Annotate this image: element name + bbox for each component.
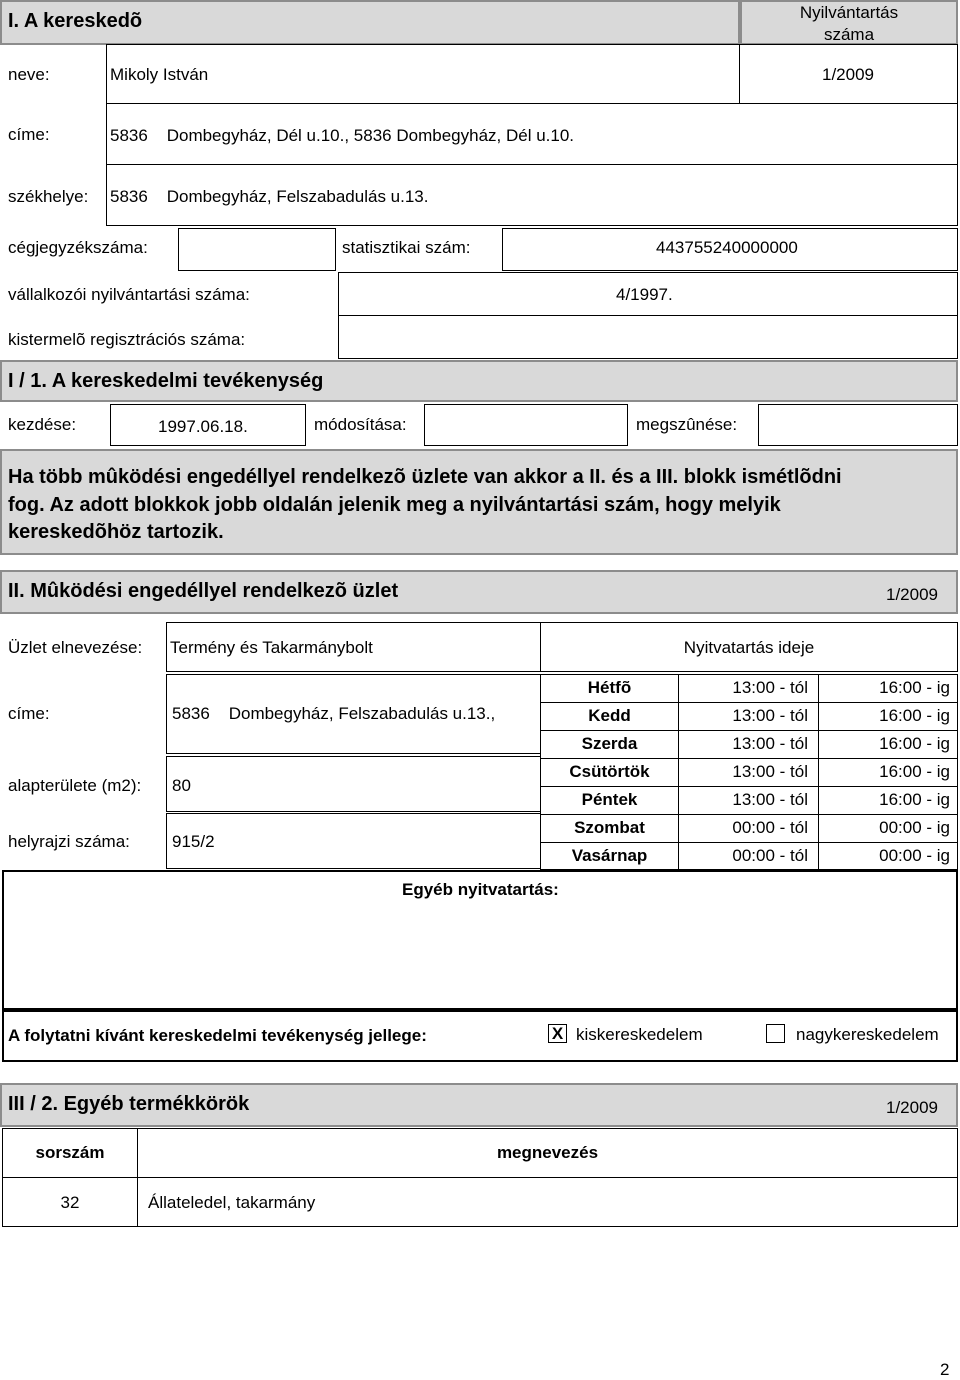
day-label: Péntek [581, 790, 638, 809]
area-value: 80 [172, 776, 191, 795]
hours-from: 13:00 - tól [732, 678, 808, 697]
other-hours-label: Egyéb nyitvatartás: [402, 880, 559, 899]
day-label: Vasárnap [571, 846, 648, 865]
modification-field[interactable] [424, 404, 628, 446]
address-label: címe: [8, 125, 50, 144]
area-label: alapterülete (m2): [8, 776, 142, 795]
modification-label: módosítása: [314, 415, 407, 434]
section-3-registry-number: 1/2009 [886, 1098, 938, 1117]
retail-label: kiskereskedelem [576, 1025, 703, 1044]
note-line-3: kereskedõhöz tartozik. [8, 521, 224, 543]
hours-from: 13:00 - tól [732, 734, 808, 753]
row-number: 32 [60, 1193, 80, 1212]
day-label: Szombat [574, 818, 645, 837]
shop-address-label: címe: [8, 704, 50, 723]
hours-to: 16:00 - ig [879, 790, 950, 809]
plot-field[interactable] [166, 813, 541, 869]
section-1-1-title: I / 1. A kereskedelmi tevékenység [8, 370, 324, 392]
column-header-number: sorszám [35, 1143, 105, 1162]
hours-from: 13:00 - tól [732, 790, 808, 809]
stat-label: statisztikai szám: [342, 238, 471, 257]
retail-checkbox[interactable]: X [548, 1024, 567, 1043]
hours-to: 16:00 - ig [879, 678, 950, 697]
address-value: 5836 Dombegyház, Dél u.10., 5836 Dombegyház, Dél u.10. [110, 126, 575, 145]
hours-to: 16:00 - ig [879, 706, 950, 725]
shop-address-value: 5836 Dombegyház, Felszabadulás u.13., [172, 704, 496, 723]
row-name: Állateledel, takarmány [148, 1193, 316, 1212]
section-3-title: III / 2. Egyéb termékkörök [8, 1093, 250, 1115]
day-label: Hétfõ [587, 678, 632, 697]
smallprod-field[interactable] [338, 315, 958, 359]
end-label: megszûnése: [636, 415, 738, 434]
registry-number: 1/2009 [822, 65, 874, 84]
section-2-registry-number: 1/2009 [886, 585, 938, 604]
wholesale-label: nagykereskedelem [796, 1025, 939, 1044]
name-value: Mikoly István [110, 65, 209, 84]
entrepreneur-value: 4/1997. [616, 285, 673, 304]
shop-name-value: Termény és Takarmánybolt [170, 638, 373, 657]
wholesale-checkbox[interactable] [766, 1024, 785, 1043]
company-reg-label: cégjegyzékszáma: [8, 238, 148, 257]
seat-value: 5836 Dombegyház, Felszabadulás u.13. [110, 187, 429, 206]
registry-label-line2: száma [823, 25, 875, 44]
shop-name-label: Üzlet elnevezése: [8, 638, 143, 657]
plot-label: helyrajzi száma: [8, 832, 130, 851]
area-field[interactable] [166, 756, 541, 812]
day-label: Csütörtök [569, 762, 650, 781]
column-header-name: megnevezés [496, 1143, 599, 1162]
hours-to: 00:00 - ig [879, 818, 950, 837]
hours-from: 00:00 - tól [732, 846, 808, 865]
start-value: 1997.06.18. [158, 417, 248, 436]
smallprod-label: kistermelõ regisztrációs száma: [8, 330, 246, 349]
note-line-1: Ha több mûködési engedéllyel rendelkezõ üzlete van akkor a II. és a III. blokk ismétlõdni [8, 466, 842, 488]
hours-title: Nyitvatartás ideje [683, 638, 815, 657]
hours-from: 13:00 - tól [732, 762, 808, 781]
day-label: Kedd [588, 706, 631, 725]
seat-label: székhelye: [8, 187, 89, 206]
name-label: neve: [8, 65, 50, 84]
page-number: 2 [940, 1360, 950, 1379]
stat-value: 443755240000000 [656, 238, 798, 257]
hours-to: 16:00 - ig [879, 762, 950, 781]
day-label: Szerda [581, 734, 638, 753]
company-reg-field[interactable] [178, 228, 336, 271]
note-line-2: fog. Az adott blokkok jobb oldalán jelenik meg a nyilvántartási szám, hogy melyik [8, 494, 781, 516]
section-2-title: II. Mûködési engedéllyel rendelkezõ üzlet [8, 580, 399, 602]
activity-label: A folytatni kívánt kereskedelmi tevékenység jellege: [8, 1026, 427, 1045]
section-1-title: I. A kereskedõ [8, 10, 143, 32]
hours-from: 13:00 - tól [732, 706, 808, 725]
hours-to: 00:00 - ig [879, 846, 950, 865]
entrepreneur-label: vállalkozói nyilvántartási száma: [8, 285, 250, 304]
start-label: kezdése: [8, 415, 77, 434]
hours-from: 00:00 - tól [732, 818, 808, 837]
plot-value: 915/2 [172, 832, 215, 851]
hours-to: 16:00 - ig [879, 734, 950, 753]
end-field[interactable] [758, 404, 958, 446]
registry-label-line1: Nyilvántartás [799, 3, 899, 22]
